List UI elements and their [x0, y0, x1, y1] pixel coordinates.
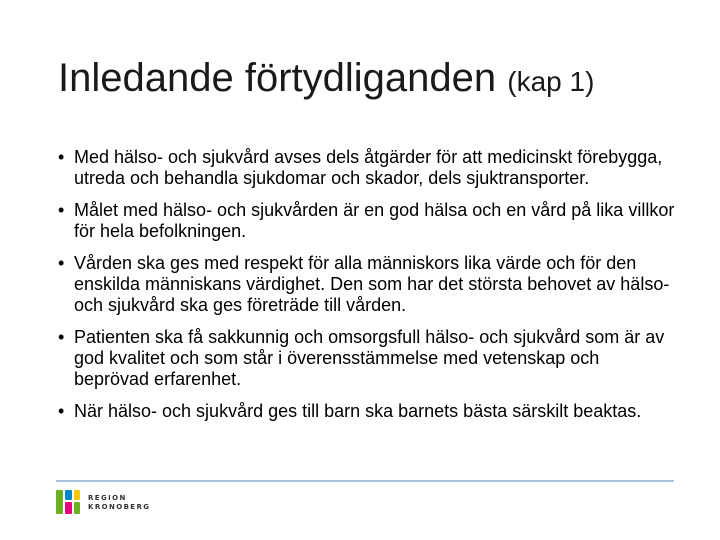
bullet-text: Patienten ska få sakkunnig och omsorgsfull hälso- och sjukvård som är av god kvalitet och som står i överensstämmelse med vetenskap och beprövad erfarenhet.: [74, 327, 665, 389]
slide-title: [58, 52, 698, 108]
bullet-item: [58, 253, 678, 316]
logo-line-1: REGION: [88, 494, 127, 502]
bullet-glyph: •: [58, 200, 65, 220]
bullet-glyph: •: [58, 327, 65, 347]
bullet-glyph: •: [58, 253, 65, 273]
slide-title-sub: (kap 1): [507, 66, 595, 97]
bullet-text: Med hälso- och sjukvård avses dels åtgärder för att medicinskt förebygga, utreda och behandla sjukdomar och skador, dels sjuktransporter.: [74, 147, 663, 188]
region-kronoberg-mark-icon: [56, 487, 80, 517]
bullet-glyph: •: [58, 401, 65, 421]
region-kronoberg-logo: [56, 487, 166, 519]
bullet-item: [58, 147, 678, 189]
footer-divider: [56, 480, 674, 482]
logo-line-2: KRONOBERG: [88, 503, 151, 511]
slide-title-main: Inledande förtydliganden: [58, 56, 497, 100]
bullet-item: [58, 401, 678, 422]
bullet-text: När hälso- och sjukvård ges till barn ska barnets bästa särskilt beaktas.: [74, 401, 642, 421]
bullet-text: Vården ska ges med respekt för alla människors lika värde och för den enskilda människans värdighet. Den som har det största behovet av hälso- och sjukvård ska ges företräde till vården.: [74, 253, 670, 315]
bullet-glyph: •: [58, 147, 65, 167]
bullet-item: [58, 327, 678, 390]
bullet-list: [58, 147, 678, 433]
logo-wordmark: [88, 494, 150, 512]
bullet-text: Målet med hälso- och sjukvården är en god hälsa och en vård på lika villkor för hela befolkningen.: [74, 200, 675, 241]
bullet-item: [58, 200, 678, 242]
